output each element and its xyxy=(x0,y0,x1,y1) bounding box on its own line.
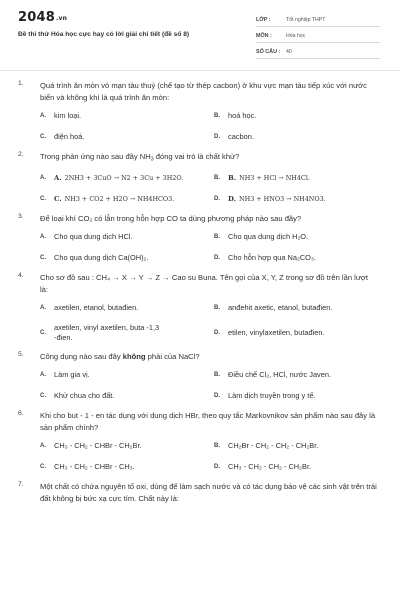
question-number: 4. xyxy=(18,271,24,279)
option-bold-label: B. xyxy=(228,173,237,182)
option-text: etilen, vinylaxetilen, butađien. xyxy=(228,327,325,337)
option-text: Cho qua dung dịch HCl. xyxy=(54,231,133,241)
option-a[interactable] xyxy=(40,110,214,122)
option-label: A. xyxy=(40,442,46,449)
option-text: Làm dịch truyền trong y tế. xyxy=(228,390,316,400)
question-text: Một chất có chứa nguyên tố oxi, dùng để làm sạch nước và có tác dụng bảo vệ các sinh vật trên trái đất không bị bức xạ cực tím. Chất này là: xyxy=(40,481,377,503)
option-c[interactable] xyxy=(40,323,214,343)
question-number: 7. xyxy=(18,480,24,488)
option-label: B. xyxy=(214,174,220,181)
option-label: C. xyxy=(40,134,46,140)
option-label: D. xyxy=(214,254,220,261)
option-b[interactable] xyxy=(214,231,380,243)
option-text: Cho hỗn hợp qua Na₂CO₃. xyxy=(228,252,316,262)
equation: NH3 + HCl → NH4Cl. xyxy=(239,173,310,182)
option-label: A. xyxy=(40,174,46,181)
option-b[interactable] xyxy=(214,172,380,184)
option-bold-label: A. xyxy=(54,173,62,182)
option-label: A. xyxy=(40,113,46,119)
exam-meta xyxy=(256,14,380,62)
option-label: D. xyxy=(214,134,220,140)
option-text: Làm gia vị. xyxy=(54,369,90,379)
option-d[interactable] xyxy=(214,252,380,264)
option-d[interactable] xyxy=(214,390,380,402)
option-label: C. xyxy=(40,254,46,261)
option-text: CH₂Br - CH₂ - CH₂ - CH₂Br. xyxy=(228,440,319,450)
site-logo[interactable] xyxy=(18,10,67,25)
question-text: Quá trình ăn mòn vỏ mạn tàu thuỷ (chế tạo từ thép cacbon) ở khu vực mạn tàu tiếp xúc với nước biển và không khí là quá trình ăn mòn: xyxy=(40,81,367,102)
option-label: B. xyxy=(214,371,220,378)
option-label: A. xyxy=(40,233,46,240)
option-text: cacbon. xyxy=(228,132,254,141)
option-bold-label: C. xyxy=(54,194,62,203)
exam-title: Đề thi thử Hóa học cực hay có lời giải chi tiết (đề số 8) xyxy=(18,31,190,38)
equation: 2NH3 + 3CuO → N2 + 3Cu + 3H2O. xyxy=(64,173,184,182)
option-label: C. xyxy=(40,463,46,470)
logo-text: 2048 xyxy=(18,10,55,25)
question-1 xyxy=(0,80,400,143)
option-a[interactable] xyxy=(40,440,214,452)
option-text: Điều chế Cl₂, HCl, nước Javen. xyxy=(228,369,332,379)
option-label: B. xyxy=(214,304,220,311)
meta-row-subject xyxy=(256,30,380,43)
option-text xyxy=(54,194,174,204)
question-number: 3. xyxy=(18,212,24,220)
question-number: 5. xyxy=(18,350,24,358)
question-7 xyxy=(0,481,400,505)
option-label: D. xyxy=(214,392,220,399)
header-divider xyxy=(0,70,400,71)
option-d[interactable] xyxy=(214,131,380,143)
question-text-part: Trong phản ứng nào sau đây NH xyxy=(40,152,151,161)
option-d[interactable] xyxy=(214,323,380,343)
option-label: A. xyxy=(40,304,46,311)
option-label: A. xyxy=(40,371,46,378)
meta-row-count xyxy=(256,46,380,59)
question-text-part: đóng vai trò là chất khử? xyxy=(153,152,240,161)
meta-row-class xyxy=(256,14,380,27)
question-6 xyxy=(0,410,400,473)
option-label: D. xyxy=(214,463,220,470)
option-text xyxy=(54,173,183,183)
option-text: CH₃ - CH₂ - CHBr - CH₃. xyxy=(54,461,135,471)
question-5 xyxy=(0,351,400,402)
option-b[interactable] xyxy=(214,369,380,381)
option-a[interactable] xyxy=(40,172,214,184)
answer-options xyxy=(40,369,378,402)
meta-key: MÔN : xyxy=(256,33,272,39)
question-list xyxy=(0,80,400,513)
option-a[interactable] xyxy=(40,231,214,243)
answer-options xyxy=(40,440,378,473)
option-c[interactable] xyxy=(40,252,214,264)
question-4 xyxy=(0,272,400,343)
question-text: Cho sơ đồ sau : CH₄ → X → Y → Z → Cao su Buna. Tên gọi của X, Y, Z trong sơ đồ trên lần lượt là: xyxy=(40,272,369,294)
option-b[interactable] xyxy=(214,110,380,122)
question-number: 6. xyxy=(18,409,24,417)
option-label: C. xyxy=(40,392,46,399)
page-header xyxy=(0,0,400,68)
equation: NH3 + CO2 + H2O → NH4HCO3. xyxy=(64,194,175,203)
answer-options xyxy=(40,231,378,264)
question-3 xyxy=(0,213,400,264)
option-text: axetilen, vinyl axetilen, buta -1,3 -đien. xyxy=(54,322,160,342)
option-label: B. xyxy=(214,442,220,449)
option-b[interactable] xyxy=(214,440,380,452)
question-number: 2. xyxy=(18,151,24,158)
option-text: hoá học. xyxy=(228,111,257,120)
option-c[interactable] xyxy=(40,390,214,402)
option-label: C. xyxy=(40,195,46,202)
option-c[interactable] xyxy=(40,193,214,205)
option-b[interactable] xyxy=(214,302,380,314)
option-bold-label: D. xyxy=(228,194,237,203)
option-a[interactable] xyxy=(40,369,214,381)
meta-value: Hóa học xyxy=(286,33,306,39)
emphasis: không xyxy=(122,351,146,361)
option-text: Cho qua dung dịch H₂O. xyxy=(228,231,309,241)
option-a[interactable] xyxy=(40,302,214,314)
option-d[interactable] xyxy=(214,461,380,473)
option-text: Khử chua cho đất. xyxy=(54,390,115,400)
option-label: D. xyxy=(214,195,220,202)
question-text xyxy=(40,151,378,166)
option-text xyxy=(228,194,326,204)
option-text: kim loại. xyxy=(54,111,82,120)
answer-options xyxy=(40,172,378,205)
option-label: B. xyxy=(214,233,220,240)
meta-value: Tốt nghiệp THPT xyxy=(286,17,326,23)
option-text: axetilen, etanol, butađien. xyxy=(54,302,139,312)
subscript: 3 xyxy=(150,156,154,163)
question-text-part: Công dụng nào sau đây xyxy=(40,351,123,361)
question-text: Để loại khí CO₂ có lẫn trong hỗn hợp CO ta dùng phương pháp nào sau đây? xyxy=(40,213,302,223)
question-number: 1. xyxy=(18,80,24,87)
meta-key: SỐ CÂU : xyxy=(256,49,281,55)
meta-value: 40 xyxy=(286,49,292,55)
option-d[interactable] xyxy=(214,193,380,205)
answer-options xyxy=(40,302,378,343)
answer-options xyxy=(40,110,378,143)
option-text: CH₃ - CH₂ - CH₂ - CH₂Br. xyxy=(228,461,312,471)
option-text: CH₃ - CH₂ - CHBr - CH₂Br. xyxy=(54,440,142,450)
question-text-part: phải của NaCl? xyxy=(145,351,200,361)
option-text: điện hoá. xyxy=(54,132,85,141)
option-label: B. xyxy=(214,113,220,119)
question-text: Khi cho but - 1 - en tác dụng với dung dịch HBr, theo quy tắc Markovnikov sản phẩm nào sau đây là sản phẩm chính? xyxy=(40,410,376,432)
option-label: C. xyxy=(40,329,46,336)
option-text: anđehit axetic, etanol, butađien. xyxy=(228,302,333,312)
equation: NH3 + HNO3 → NH4NO3. xyxy=(239,194,326,203)
option-c[interactable] xyxy=(40,461,214,473)
question-2 xyxy=(0,151,400,205)
question-text xyxy=(40,351,378,363)
option-c[interactable] xyxy=(40,131,214,143)
option-text: Cho qua dung dịch Ca(OH)₂. xyxy=(54,252,149,262)
option-text xyxy=(228,173,310,183)
logo-suffix: .vn xyxy=(55,15,68,22)
option-label: D. xyxy=(214,329,220,336)
meta-key: LỚP : xyxy=(256,17,271,23)
